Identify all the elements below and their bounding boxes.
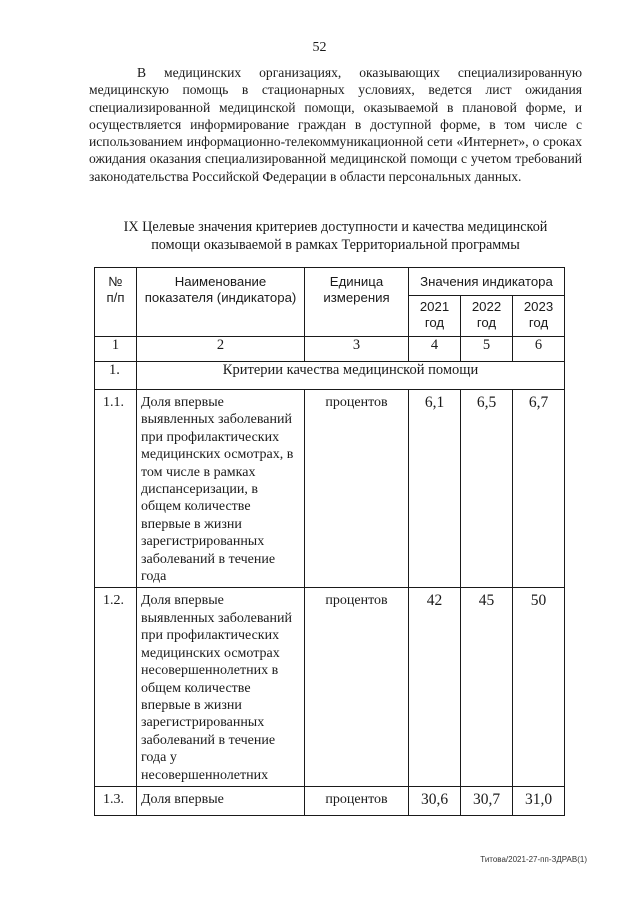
row-value-2021: 42 [409,588,461,786]
row-id: 1.2. [95,588,137,786]
intro-paragraph: В медицинских организациях, оказывающих специализированную медицинскую помощь в стационарных условиях, ведется лист ожидания специализированной медицинской помощи, оказываемой в плановой форме, и осуществляется информирование граждан в доступной форме, в том числе с использованием информационно-телекоммуникационной сети «Интернет», о сроках ожидания оказания специализированной медицинской помощи с учетом требований законодательства Российской Федерации в области персональных данных. [89,65,582,184]
column-numbers-row [95,337,565,362]
row-value-2022: 30,7 [461,786,513,815]
header-num-line2: п/п [106,290,125,305]
row-value-2023: 31,0 [513,786,565,815]
header-values-group: Значения индикатора [409,268,565,296]
column-number: 5 [461,337,513,362]
table-row [95,588,565,786]
section-title [95,219,576,254]
header-unit [305,268,409,337]
row-value-2022: 6,5 [461,390,513,588]
year-label: 2022 [471,299,502,314]
header-num [95,268,137,337]
page-number: 52 [312,40,327,55]
row-name: Доля впервые [137,786,305,815]
header-year-2022 [461,296,513,337]
header-name [137,268,305,337]
header-name-line2: показателя (индикатора) [144,290,297,305]
row-unit: процентов [305,588,409,786]
section-heading: Критерии качества медицинской помощи [137,362,565,390]
year-label: 2023 [523,299,554,314]
header-unit-line2: измерения [323,290,390,305]
row-value-2022: 45 [461,588,513,786]
column-number: 1 [95,337,137,362]
row-id: 1.1. [95,390,137,588]
header-year-2023 [513,296,565,337]
column-number: 6 [513,337,565,362]
year-suffix: год [476,315,497,330]
section-title-line1: IX Целевые значения критериев доступности и качества медицинской [123,219,548,235]
footer-document-code: Титова/2021-27-пп-ЗДРАВ(1) [480,855,587,864]
column-number: 3 [305,337,409,362]
column-number: 2 [137,337,305,362]
section-id: 1. [95,362,137,390]
section-row [95,362,565,390]
header-year-2021 [409,296,461,337]
row-unit: процентов [305,390,409,588]
row-unit: процентов [305,786,409,815]
table-header-row [95,268,565,296]
header-num-line1: № [108,274,123,289]
header-unit-line1: Единица [329,274,384,289]
row-value-2021: 30,6 [409,786,461,815]
row-id: 1.3. [95,786,137,815]
year-suffix: год [528,315,549,330]
criteria-table [94,267,565,816]
header-name-line1: Наименование [174,274,267,289]
row-name: Доля впервые выявленных заболеваний при профилактических медицинских осмотрах, в том числе в рамках диспансеризации, в общем количестве впервые в жизни зарегистрированных заболеваний в течение года [137,390,305,588]
row-value-2021: 6,1 [409,390,461,588]
row-value-2023: 50 [513,588,565,786]
table-row [95,390,565,588]
table-row [95,786,565,815]
row-value-2023: 6,7 [513,390,565,588]
column-number: 4 [409,337,461,362]
year-suffix: год [424,315,445,330]
year-label: 2021 [419,299,450,314]
section-title-line2: помощи оказываемой в рамках Территориальной программы [151,236,520,253]
row-name: Доля впервые выявленных заболеваний при профилактических медицинских осмотрах несовершеннолетних в общем количестве впервые в жизни зарегистрированных заболеваний в течение года у несовершеннолетних [137,588,305,786]
